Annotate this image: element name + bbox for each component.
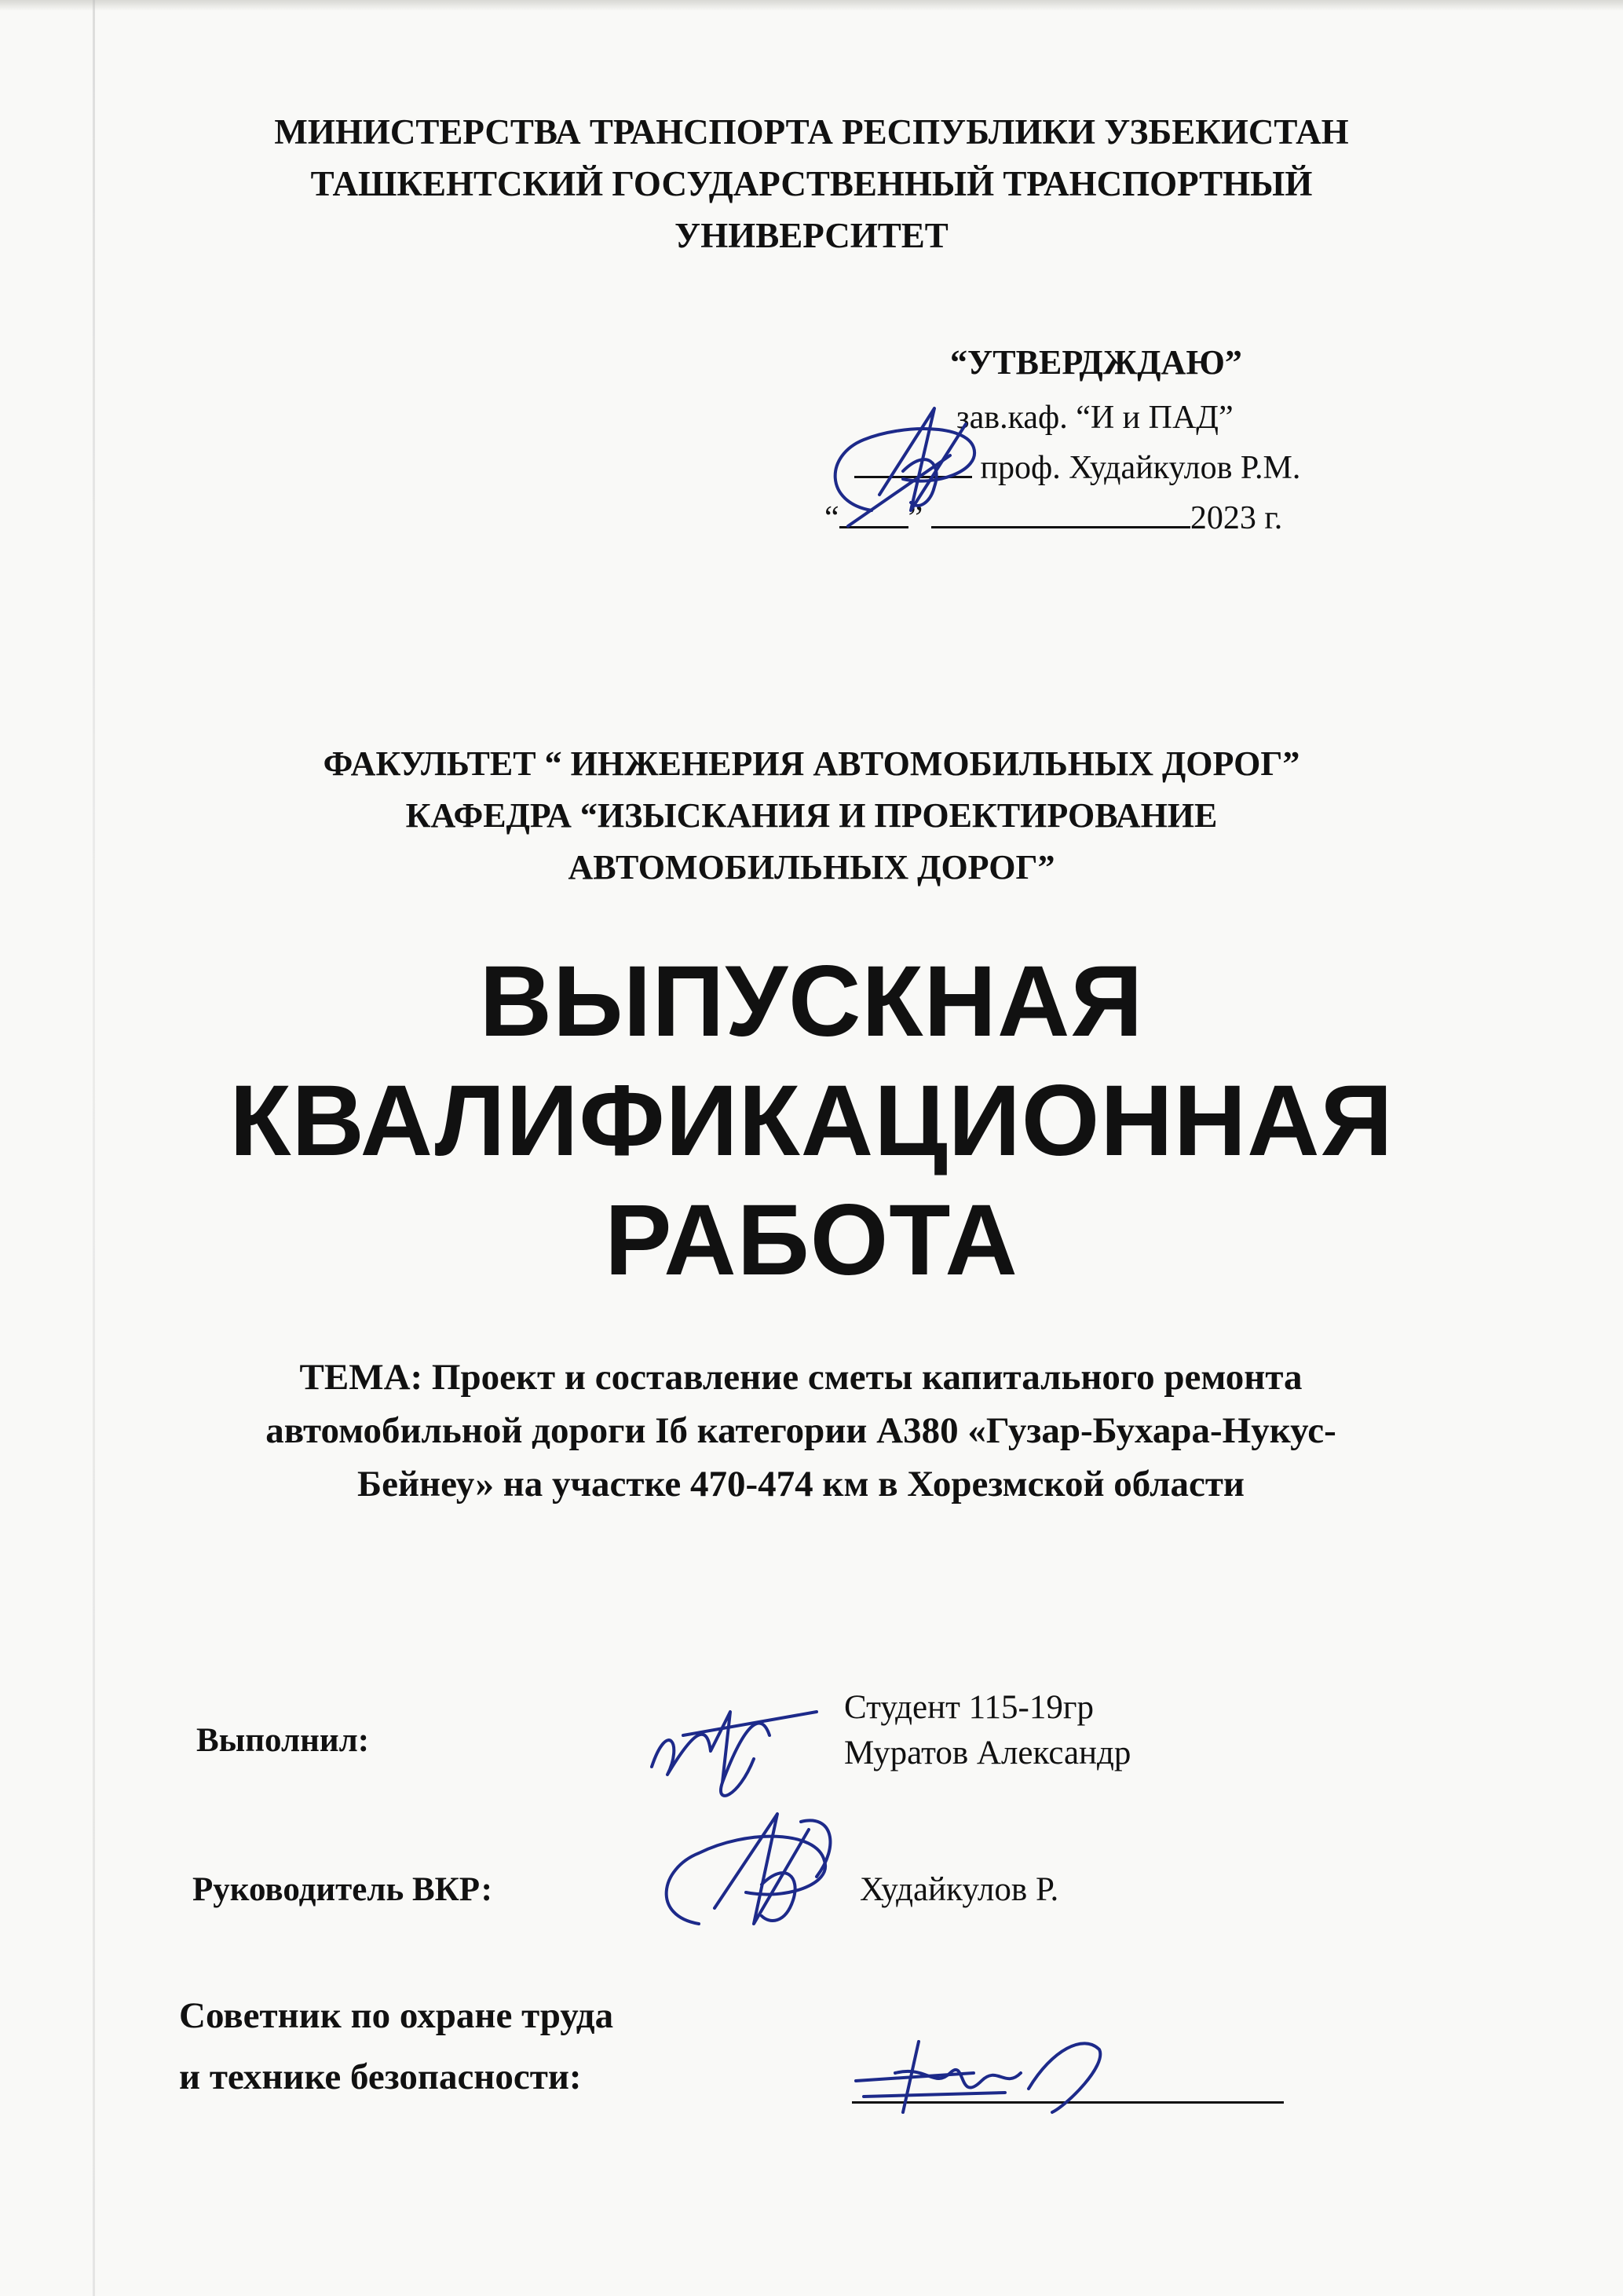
student-name: Муратов Александр — [844, 1735, 1131, 1771]
supervisor-name: Худайкулов Р. — [860, 1871, 1059, 1908]
ministry-name: МИНИСТЕРСТВА ТРАНСПОРТА РЕСПУБЛИКИ УЗБЕКИСТАН — [274, 112, 1349, 152]
safety-label-line2: и технике безопасности: — [179, 2057, 582, 2097]
theme-block — [102, 1351, 1500, 1511]
approval-position: зав.каф. “И и ПАД” — [956, 400, 1234, 436]
date-open-quote: “ — [824, 500, 839, 536]
approval-title: “УТВЕРДЖДАЮ” — [950, 343, 1242, 382]
approval-name: проф. Худайкулов Р.М. — [980, 450, 1301, 486]
theme-line3: Бейнеу» на участке 470-474 км в Хорезмской области — [357, 1464, 1245, 1504]
student-signature — [636, 1688, 824, 1806]
student-group: Студент 115-19гр — [844, 1689, 1095, 1726]
ministry-header — [0, 106, 1623, 261]
scan-shadow — [0, 0, 1623, 11]
safety-label-line1: Советник по охране труда — [179, 1995, 614, 2036]
department-line2: АВТОМОБИЛЬНЫХ ДОРОГ” — [568, 848, 1055, 887]
theme-line1: ТЕМА: Проект и составление сметы капитального ремонта — [299, 1357, 1303, 1398]
faculty-block — [0, 738, 1623, 894]
university-name-line1: ТАШКЕНТСКИЙ ГОСУДАРСТВЕННЫЙ ТРАНСПОРТНЫЙ — [310, 164, 1313, 203]
work-title-line3: РАБОТА — [605, 1184, 1018, 1296]
department-line1: КАФЕДРА “ИЗЫСКАНИЯ И ПРОЕКТИРОВАНИЕ — [405, 796, 1218, 835]
theme-line2: автомобильной дороги Iб категории А380 «Гузар-Бухара-Нукус- — [265, 1410, 1336, 1451]
work-title — [0, 942, 1623, 1300]
supervisor-label: Руководитель ВКР: — [192, 1871, 492, 1908]
date-close-quote: ” — [908, 500, 923, 536]
performed-label: Выполнил: — [196, 1722, 370, 1759]
approval-signature — [817, 393, 1005, 542]
work-title-line1: ВЫПУСКНАЯ — [479, 945, 1144, 1058]
approval-year: 2023 г. — [1190, 500, 1283, 536]
safety-advisor-signature — [848, 2018, 1146, 2120]
supervisor-signature — [652, 1798, 856, 1947]
university-name-line2: УНИВЕРСИТЕТ — [674, 216, 949, 255]
faculty-name: ФАКУЛЬТЕТ “ ИНЖЕНЕРИЯ АВТОМОБИЛЬНЫХ ДОРОГ” — [323, 744, 1300, 783]
work-title-line2: КВАЛИФИКАЦИОННАЯ — [229, 1065, 1394, 1177]
